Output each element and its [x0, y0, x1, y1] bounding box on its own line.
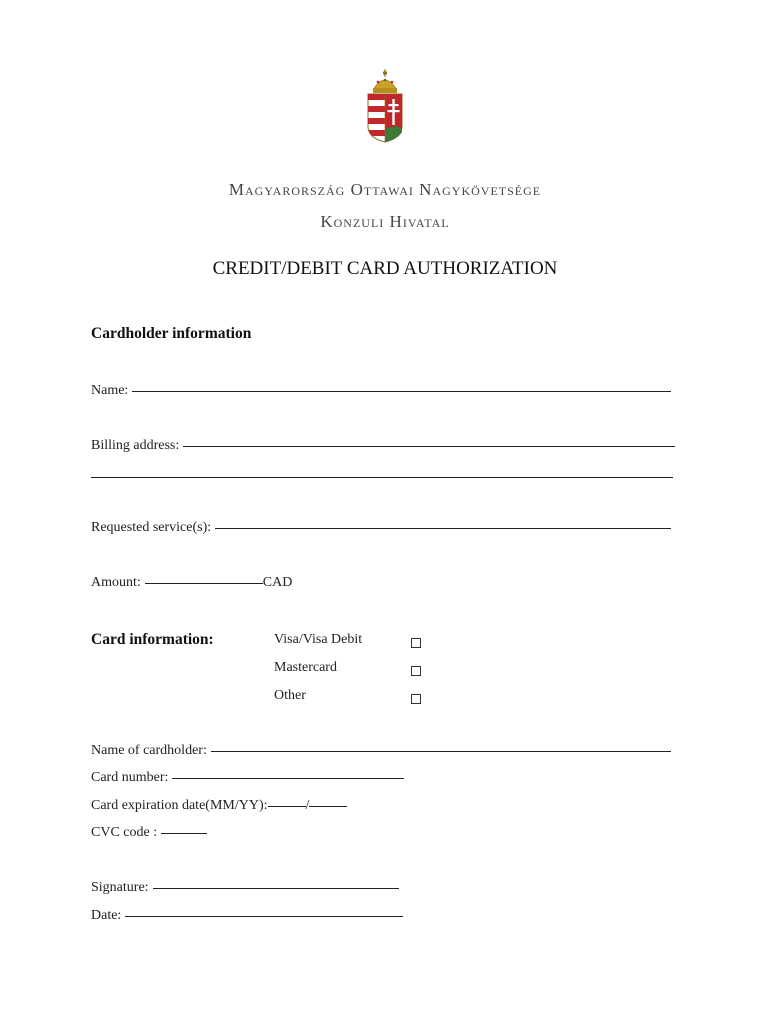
signature-label: Signature: [91, 880, 149, 895]
card-section-title: Card information: [91, 631, 214, 648]
amount-label: Amount: [91, 575, 141, 590]
date-field[interactable] [125, 915, 403, 917]
expiry-row [91, 798, 347, 814]
requested-service-row [91, 520, 671, 536]
card-number-label: Card number: [91, 770, 169, 785]
card-option-other-label: Other [274, 688, 306, 703]
cardholder-name-field[interactable] [211, 750, 671, 752]
expiry-label: Card expiration date(MM/YY): [91, 798, 268, 813]
card-number-row [91, 770, 404, 786]
card-option-other-checkbox[interactable] [411, 691, 421, 709]
cardholder-name-row [91, 743, 671, 759]
billing-address-label: Billing address: [91, 438, 180, 453]
cardholder-section-title: Cardholder information [91, 325, 252, 342]
amount-field[interactable] [145, 582, 263, 584]
name-field[interactable] [132, 390, 671, 392]
expiry-separator: / [305, 798, 310, 813]
card-option-visa-label: Visa/Visa Debit [274, 632, 363, 647]
cvc-row [91, 825, 207, 841]
name-row [91, 383, 671, 399]
requested-service-field[interactable] [215, 527, 671, 529]
signature-row [91, 880, 399, 896]
date-row [91, 908, 403, 924]
name-label: Name: [91, 383, 129, 398]
hungarian-coat-of-arms-logo [364, 68, 406, 144]
expiry-year-field[interactable] [309, 805, 347, 807]
amount-row [91, 575, 292, 591]
embassy-name: Magyarország Ottawai Nagykövetsége [228, 180, 542, 199]
card-option-mastercard-checkbox[interactable] [411, 663, 421, 681]
amount-currency: CAD [262, 575, 293, 590]
billing-address-field-line-2[interactable] [91, 476, 673, 478]
cardholder-name-label: Name of cardholder: [91, 743, 207, 758]
card-option-visa-checkbox[interactable] [411, 635, 421, 653]
expiry-month-field[interactable] [268, 805, 306, 807]
billing-address-row [91, 438, 675, 454]
card-option-mastercard-label: Mastercard [274, 660, 337, 675]
requested-service-label: Requested service(s): [91, 520, 212, 535]
cvc-label: CVC code : [91, 825, 158, 840]
signature-field[interactable] [153, 887, 399, 889]
date-label: Date: [91, 908, 122, 923]
billing-address-field[interactable] [183, 445, 675, 447]
document-title: CREDIT/DEBIT CARD AUTHORIZATION [212, 258, 558, 279]
cvc-field[interactable] [161, 832, 207, 834]
consular-office-name: Konzuli Hivatal [320, 212, 450, 231]
card-number-field[interactable] [172, 777, 404, 779]
